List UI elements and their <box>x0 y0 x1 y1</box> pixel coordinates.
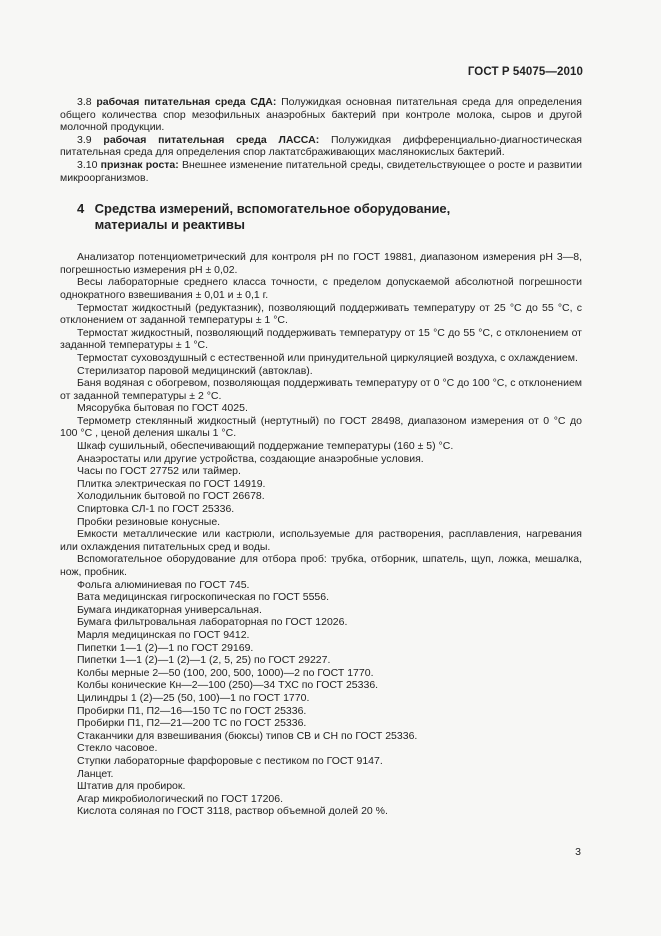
definition-number: 3.10 <box>77 158 98 171</box>
page-number: 3 <box>575 846 581 858</box>
equipment-item: Пробирки П1, П2—16—150 ТС по ГОСТ 25336. <box>77 704 307 717</box>
equipment-item: Пипетки 1—1 (2)—1 по ГОСТ 29169. <box>77 641 254 654</box>
equipment-item: Марля медицинская по ГОСТ 9412. <box>77 628 250 641</box>
equipment-item: Термостат жидкостный, позволяющий поддерживать температуру от 15 °С до 55 °С, с отклонением от заданной температуры ± 1 °С. <box>60 326 582 352</box>
equipment-item: Колбы конические Кн—2—100 (250)—34 ТХС по ГОСТ 25336. <box>77 679 379 692</box>
equipment-item: Анаэростаты или другие устройства, создающие анаэробные условия. <box>77 452 424 465</box>
equipment-item: Шкаф сушильный, обеспечивающий поддержание температуры (160 ± 5) °С. <box>77 440 454 453</box>
equipment-item: Емкости металлические или кастрюли, используемые для растворения, расплавления, нагревания или охлаждения питательных сред и воды. <box>60 528 582 553</box>
equipment-item: Часы по ГОСТ 27752 или таймер. <box>77 465 241 478</box>
section-number: 4 <box>77 201 85 217</box>
equipment-item: Пробирки П1, П2—21—200 ТС по ГОСТ 25336. <box>77 717 307 730</box>
definition-text: Полужидкая основная питательная среда для определения общего количества спор мезофильных анаэробных бактерий при контроле молока, сыров и другой молочной продукции. <box>60 96 582 134</box>
equipment-item: Колбы мерные 2—50 (100, 200, 500, 1000)—2 по ГОСТ 1770. <box>77 666 374 679</box>
equipment-item: Термометр стеклянный жидкостный (нертутный) по ГОСТ 28498, диапазоном измерения от 0 °С до 100 °С , ценой деления шкалы 1 °С. <box>60 414 582 440</box>
equipment-item: Холодильник бытовой по ГОСТ 26678. <box>77 490 265 503</box>
equipment-item: Стекло часовое. <box>77 742 158 755</box>
equipment-item: Пипетки 1—1 (2)—1 (2)—1 (2, 5, 25) по ГОСТ 29227. <box>77 654 331 667</box>
equipment-item: Спиртовка СЛ-1 по ГОСТ 25336. <box>77 503 235 516</box>
equipment-item: Кислота соляная по ГОСТ 3118, раствор объемной долей 20 %. <box>77 805 388 818</box>
section-title: Средства измерений, вспомогательное оборудование, материалы и реактивы <box>94 201 451 233</box>
equipment-item: Ланцет. <box>77 767 114 780</box>
standard-header: ГОСТ Р 54075—2010 <box>467 66 583 78</box>
equipment-item: Вата медицинская гигроскопическая по ГОСТ 5556. <box>77 591 330 604</box>
equipment-item: Термостат суховоздушный с естественной или принудительной циркуляцией воздуха, с охлаждением. <box>77 351 578 364</box>
equipment-item: Баня водяная с обогревом, позволяющая поддерживать температуру от 0 °С до 100 °С, с отклонением от заданной температуры ± 2 °С. <box>60 377 582 402</box>
definition-paragraph <box>60 96 582 134</box>
definition-paragraph <box>60 134 582 159</box>
equipment-item: Ступки лабораторные фарфоровые с пестиком по ГОСТ 9147. <box>77 754 383 767</box>
definition-text: Полужидкая дифференциально-диагностическая питательная среда для определения спор лактатсбраживающих маслянокислых бактерий. <box>60 133 582 159</box>
equipment-item: Штатив для пробирок. <box>77 780 186 793</box>
equipment-item: Бумага фильтровальная лабораторная по ГОСТ 12026. <box>77 616 348 629</box>
document-body <box>60 96 582 818</box>
equipment-item: Вспомогательное оборудование для отбора проб: трубка, отборник, шпатель, щуп, ложка, мешалка, нож, пробник. <box>60 553 582 578</box>
definition-term: рабочая питательная среда СДА: <box>96 96 277 108</box>
equipment-item: Стерилизатор паровой медицинский (автоклав). <box>77 364 313 377</box>
equipment-item: Плитка электрическая по ГОСТ 14919. <box>77 477 266 490</box>
equipment-item: Стаканчики для взвешивания (бюксы) типов СВ и СН по ГОСТ 25336. <box>77 729 418 742</box>
equipment-item: Агар микробиологический по ГОСТ 17206. <box>77 792 284 805</box>
equipment-item: Фольга алюминиевая по ГОСТ 745. <box>77 578 250 591</box>
definition-text: Внешнее изменение питательной среды, свидетельствующее о росте и развитии микроорганизмов. <box>60 158 583 184</box>
equipment-item: Мясорубка бытовая по ГОСТ 4025. <box>77 402 248 415</box>
definition-number: 3.8 <box>77 96 92 108</box>
equipment-list <box>60 251 582 818</box>
equipment-item: Цилиндры 1 (2)—25 (50, 100)—1 по ГОСТ 1770. <box>77 691 310 704</box>
equipment-item: Весы лабораторные среднего класса точности, с пределом допускаемой абсолютной погрешности однократного взвешивания ± 0,01 и ± 0,1 г. <box>60 276 582 301</box>
equipment-item: Бумага индикаторная универсальная. <box>77 603 262 616</box>
definition-number: 3.9 <box>77 133 92 146</box>
definitions-list <box>60 96 582 184</box>
equipment-item: Термостат жидкостный (редуктазник), позволяющий поддерживать температуру от 25 °С до 55 °С, с отклонением от заданной температуры ± 1 °С. <box>60 301 582 327</box>
equipment-item: Анализатор потенциометрический для контроля pH по ГОСТ 19881, диапазоном измерения pH 3—8, погрешностью измерения pH ± 0,02. <box>60 251 582 276</box>
definition-paragraph <box>60 159 582 184</box>
equipment-item: Пробки резиновые конусные. <box>77 515 221 528</box>
definition-term: рабочая питательная среда ЛАССА: <box>103 133 320 146</box>
section-heading <box>77 201 582 233</box>
definition-term: признак роста: <box>100 158 179 171</box>
